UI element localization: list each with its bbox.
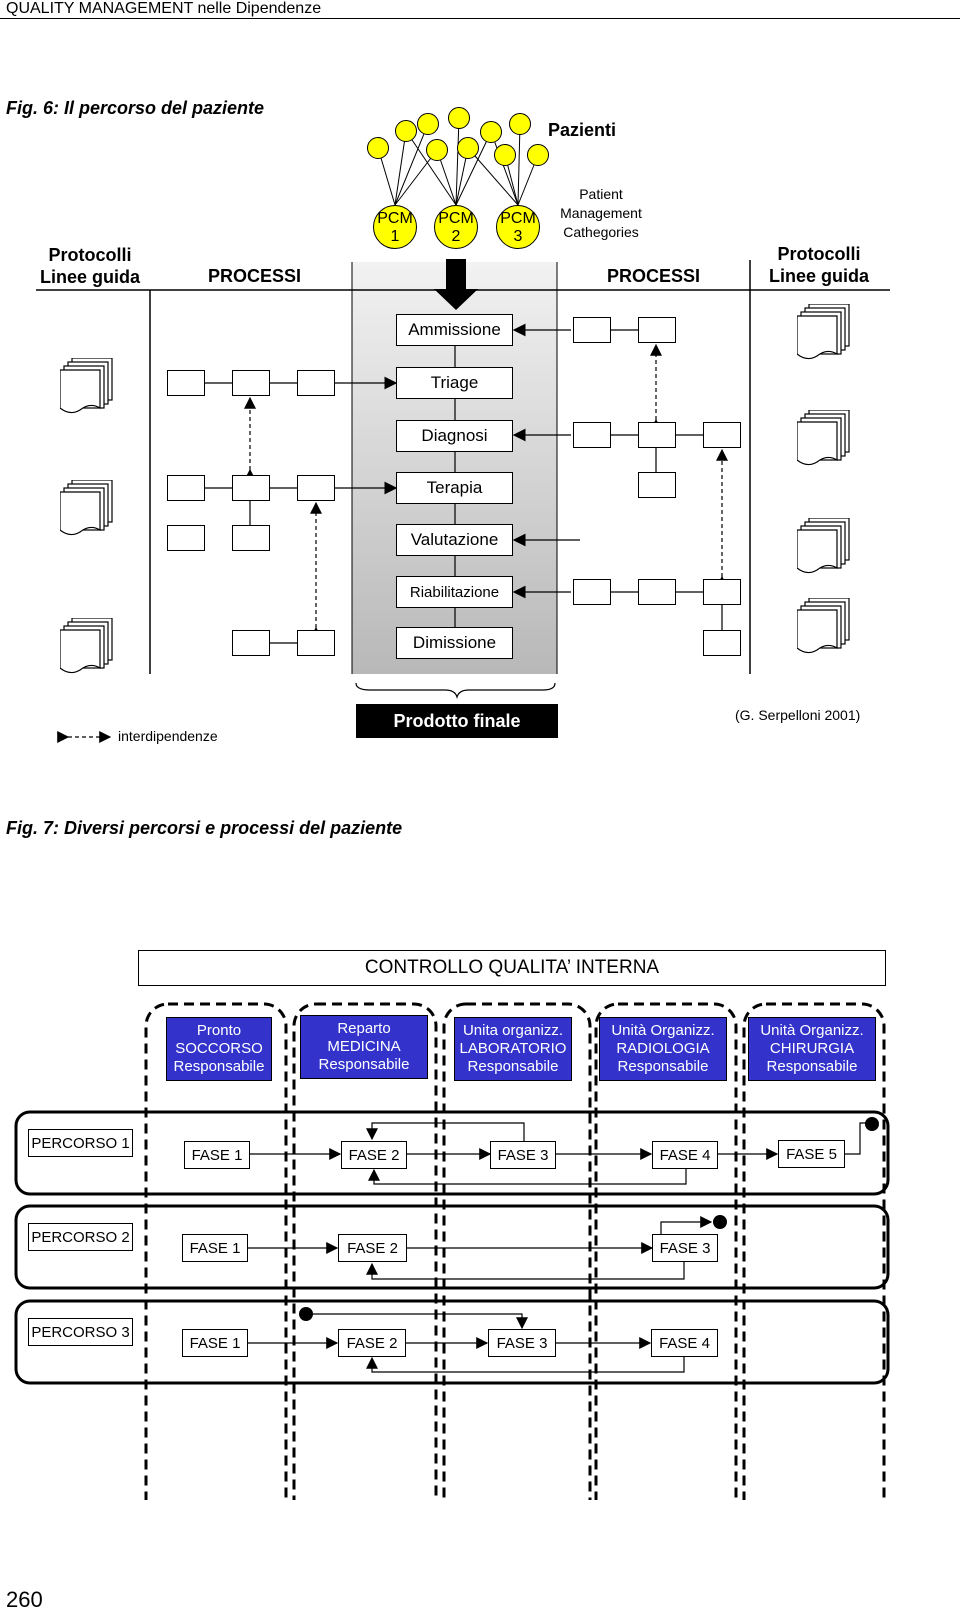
percorso-1-fase-3: FASE 3 bbox=[490, 1141, 556, 1169]
right-protocols-label: Protocolli Linee guida bbox=[768, 244, 869, 286]
process-box bbox=[573, 317, 611, 343]
process-box bbox=[703, 630, 741, 656]
process-box bbox=[232, 630, 270, 656]
running-header: QUALITY MANAGEMENT nelle Dipendenze bbox=[6, 0, 322, 17]
patient-dot bbox=[417, 113, 439, 135]
percorso-1-fase-5: FASE 5 bbox=[778, 1140, 845, 1168]
patient-dot bbox=[527, 144, 549, 166]
document-stack-icon bbox=[60, 358, 116, 416]
page-number: 260 bbox=[6, 1587, 43, 1612]
process-box bbox=[167, 525, 205, 551]
percorso-3-fase-2: FASE 2 bbox=[338, 1329, 406, 1357]
patient-dot bbox=[509, 113, 531, 135]
left-processes-label: PROCESSI bbox=[208, 266, 302, 286]
process-box bbox=[573, 422, 611, 448]
patient-dot bbox=[367, 137, 389, 159]
patient-dot bbox=[457, 137, 479, 159]
pcm-caption: Patient Management Cathegories bbox=[560, 186, 642, 240]
process-box bbox=[232, 370, 270, 396]
step-diagnosi: Diagnosi bbox=[396, 420, 513, 452]
process-box bbox=[703, 579, 741, 605]
patient-dot bbox=[426, 139, 448, 161]
process-box bbox=[167, 370, 205, 396]
unit-medicina: Reparto MEDICINA Responsabile bbox=[300, 1015, 428, 1079]
legend-label: interdipendenze bbox=[118, 728, 218, 744]
percorso-1-fase-2: FASE 2 bbox=[341, 1141, 407, 1169]
process-box bbox=[638, 472, 676, 498]
percorso-2-label: PERCORSO 2 bbox=[28, 1223, 133, 1251]
process-box bbox=[638, 422, 676, 448]
right-processes-label: PROCESSI bbox=[607, 266, 701, 286]
internal-quality-control-box: CONTROLLO QUALITA’ INTERNA bbox=[138, 950, 886, 986]
process-box bbox=[297, 475, 335, 501]
unit-chirurgia: Unità Organizz. CHIRURGIA Responsabile bbox=[748, 1017, 876, 1081]
document-stack-icon bbox=[60, 480, 116, 538]
patient-dot bbox=[494, 144, 516, 166]
process-box bbox=[167, 475, 205, 501]
patient-dot bbox=[480, 121, 502, 143]
left-protocols-label: Protocolli Linee guida bbox=[39, 245, 140, 287]
process-box bbox=[638, 579, 676, 605]
unit-radiologia: Unità Organizz. RADIOLOGIA Responsabile bbox=[599, 1017, 727, 1081]
document-stack-icon bbox=[60, 618, 116, 676]
fig7-caption: Fig. 7: Diversi percorsi e processi del paziente bbox=[6, 818, 403, 838]
process-box bbox=[573, 579, 611, 605]
pcm-1: PCM 1 bbox=[373, 205, 417, 249]
pcm-3: PCM 3 bbox=[496, 205, 540, 249]
document-stack-icon bbox=[797, 518, 853, 576]
document-stack-icon bbox=[797, 598, 853, 656]
document-stack-icon bbox=[797, 410, 853, 468]
process-box bbox=[297, 370, 335, 396]
process-box bbox=[297, 630, 335, 656]
step-terapia: Terapia bbox=[396, 472, 513, 504]
unit-pronto-soccorso: Pronto SOCCORSO Responsabile bbox=[166, 1017, 272, 1081]
product-label: Prodotto finale bbox=[356, 704, 558, 738]
percorso-2-fase-1: FASE 1 bbox=[182, 1234, 248, 1262]
percorso-3-fase-4: FASE 4 bbox=[651, 1329, 718, 1357]
step-ammissione: Ammissione bbox=[396, 314, 513, 346]
step-valutazione: Valutazione bbox=[396, 524, 513, 556]
process-box bbox=[232, 475, 270, 501]
percorso-3-fase-3: FASE 3 bbox=[488, 1329, 556, 1357]
fig6-diagram bbox=[0, 0, 960, 800]
process-box bbox=[638, 317, 676, 343]
document-stack-icon bbox=[797, 304, 853, 362]
patient-dot bbox=[448, 107, 470, 129]
fig6-caption: Fig. 6: Il percorso del paziente bbox=[6, 98, 265, 118]
patient-dot bbox=[395, 120, 417, 142]
patients-label: Pazienti bbox=[548, 120, 617, 140]
process-box bbox=[232, 525, 270, 551]
credit-label: (G. Serpelloni 2001) bbox=[735, 707, 861, 723]
pcm-2: PCM 2 bbox=[434, 205, 478, 249]
unit-laboratorio: Unita organizz. LABORATORIO Responsabile bbox=[454, 1017, 572, 1081]
step-riabilitazione: Riabilitazione bbox=[396, 576, 513, 608]
process-box bbox=[703, 422, 741, 448]
percorso-1-fase-4: FASE 4 bbox=[652, 1141, 718, 1169]
step-triage: Triage bbox=[396, 367, 513, 399]
percorso-3-label: PERCORSO 3 bbox=[28, 1318, 133, 1346]
percorso-2-fase-3: FASE 3 bbox=[652, 1234, 718, 1262]
percorso-3-fase-1: FASE 1 bbox=[182, 1329, 248, 1357]
percorso-1-fase-1: FASE 1 bbox=[184, 1141, 250, 1169]
step-dimissione: Dimissione bbox=[396, 627, 513, 659]
percorso-2-fase-2: FASE 2 bbox=[338, 1234, 407, 1262]
percorso-1-label: PERCORSO 1 bbox=[28, 1129, 133, 1157]
